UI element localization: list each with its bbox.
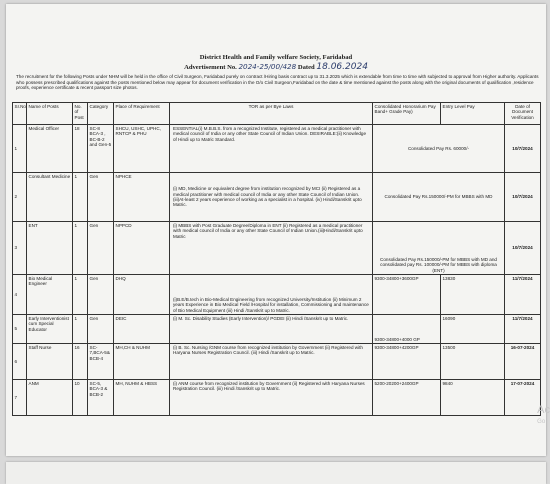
header-place: Place of Requirement: [114, 103, 170, 125]
advertisement-line: [6, 62, 546, 72]
header-entry: Entry Level Pay: [441, 103, 505, 125]
header-tor: TOR as per Bye Laws: [170, 103, 373, 125]
header-no: No. of Post: [73, 103, 88, 125]
cell-sr: 2: [13, 173, 27, 222]
table-row: [13, 275, 541, 315]
cell-place: DEIC: [114, 315, 170, 344]
cell-sr: 7: [13, 380, 27, 416]
watermark-line-2: Go: [537, 419, 546, 425]
cell-place: MH, NUHM & HBSS: [114, 380, 170, 416]
cell-place: SHCU, USHC, UPHC, RNTCP & PHU: [114, 125, 170, 173]
cell-place: DHQ: [114, 275, 170, 315]
cell-date: 17-07-2024: [505, 380, 541, 416]
cell-date: 11/7/2024: [505, 315, 541, 344]
cell-sr: 5: [13, 315, 27, 344]
cell-tor: (i)B.E/B.tech in Bio-Medical Engineering from recognized University/Institution (ii) Minimum 2 years Experience in Bio Medical Field /Hospital for installation, Commissioning and maintenance of Bio Medical Equipment (iii) Hindi /Sanskrit up to Matric.: [170, 275, 373, 315]
cell-no: 1: [73, 173, 88, 222]
cell-date: 10/7/2024: [505, 125, 541, 173]
header-category: Category: [88, 103, 114, 125]
cell-no: 10: [73, 380, 88, 416]
cell-category: Gen: [88, 222, 114, 275]
dated-value: 18.06.2024: [316, 62, 368, 72]
cell-no: 18: [73, 125, 88, 173]
cell-consolidated: 5200-20200+2400GP: [373, 380, 441, 416]
advertisement-number: 2024-25/00/428: [238, 62, 297, 71]
table-row: [13, 315, 541, 344]
advertisement-label: Advertisement No.: [184, 64, 237, 71]
header-date: Date of Document Verification: [505, 103, 541, 125]
cell-place: NPPCD: [114, 222, 170, 275]
cell-name: ENT: [27, 222, 73, 275]
cell-place: NPHCE: [114, 173, 170, 222]
cell-tor: (i) MD, Medicine or equivalent degree from institution recognized by MCI (ii) Registered as a medical practitioner with medical council of India or any other State Council of Indian Union.(iii)At-least 2 years experience of working as a specialist in a hospital. (iv) Hindi/Sanskrit upto Matric.: [170, 173, 373, 222]
cell-entry: 13500: [441, 344, 505, 380]
cell-no: 16: [73, 344, 88, 380]
cell-sr: 4: [13, 275, 27, 315]
table-row: [13, 125, 541, 173]
table-row: [13, 344, 541, 380]
cell-entry: 9840: [441, 380, 505, 416]
cell-entry: 16090: [441, 315, 505, 344]
cell-category: Gen: [88, 173, 114, 222]
cell-category: Gen: [88, 275, 114, 315]
cell-category: Gen: [88, 315, 114, 344]
cell-no: 1: [73, 275, 88, 315]
table-row: [13, 173, 541, 222]
header-name: Name of Posts: [27, 103, 73, 125]
cell-consolidated: 9300-34800+4000 GP: [373, 315, 441, 344]
document-page: [6, 4, 546, 456]
cell-name: Staff Nurse: [27, 344, 73, 380]
cell-no: 1: [73, 315, 88, 344]
header-sr: Sr.No: [13, 103, 27, 125]
cell-consolidated: Consolidated Pay Rs. 60000/-: [373, 125, 505, 173]
posts-table: [12, 102, 541, 416]
table-header-row: [13, 103, 541, 125]
watermark-line-1: Ac: [537, 404, 550, 416]
cell-tor: (i) ANM course from recognized institution by Government (ii) Registered with Haryana Nurses Registration Council. (iii) Hindi /Sanskrit up to Matric.: [170, 380, 373, 416]
cell-name: ANM: [27, 380, 73, 416]
society-title: District Health and Family welfare Society, Faridabad: [199, 54, 353, 61]
cell-consolidated: 9300-34800+3600GP: [373, 275, 441, 315]
cell-consolidated: Consolidated Pay Rs.150000/-PM for MBBS with MD: [373, 173, 505, 222]
table-row: [13, 380, 541, 416]
dated-label: Dated: [297, 64, 315, 71]
cell-tor: (i) MBBS with Post Graduate Degree/Diploma in ENT (ii) Registered as a medical practitioner with medical council of India or any other State Council of Indian Union.(iii)Hindi/Sanskrit upto Matric: [170, 222, 373, 275]
cell-date: 10/7/2024: [505, 222, 541, 275]
cell-name: Bio Medical Engineer: [27, 275, 73, 315]
cell-consolidated: 9300-34800+4200GP: [373, 344, 441, 380]
cell-date: 10/7/2024: [505, 173, 541, 222]
cell-name: Consultant Medicine: [27, 173, 73, 222]
cell-date: 16-07-2024: [505, 344, 541, 380]
intro-paragraph: The recruitment for the following Posts under NHM will be held in the office of Civil Surgeon, Faridabad purely on contract /Hiring basis contract up to 31.3.2025 which is extendable from time to time with subjected to approval from Higher authority. Applicants who possess prescribed qualifications against the posts mentioned below may appear for document verification in the O/o Civil Surgeon,Faridabad on the date & time mentioned against the posts along with the original documents of qualification ,residence proofs, experience certificate & recent passport size photos.: [16, 74, 539, 91]
cell-tor: (i) B. Sc. Nursing /GNM course from recognized institution by Government (ii) Registered with Haryana Nurses Registration Council. (iii) Hindi /Sanskrit up to Matric.: [170, 344, 373, 380]
next-page-strip: [6, 462, 546, 484]
cell-no: 1: [73, 222, 88, 275]
cell-date: 11/7/2024: [505, 275, 541, 315]
table-row: [13, 222, 541, 275]
cell-tor: (i) M. Sc. Disability Studies (Early Intervention)/ PGDEI (ii) Hindi /Sanskrit up to Matric.: [170, 315, 373, 344]
cell-category: SC-5, BCA-3 & BCB-2: [88, 380, 114, 416]
cell-category: SC-7,BCA-5& BCB-4: [88, 344, 114, 380]
cell-name: Medical Officer: [27, 125, 73, 173]
cell-tor: ESSENTIAL(i) M.B.B.S. from a recognized Institute, registered as a medical practitioner with medical council of India or any other State Council of Indian Union. DESIRABLE:(ii) Knowledge of Hindi up to Matric Standard.: [170, 125, 373, 173]
header-consolidated: Consolidated Honorarium Pay Band+ Grade Pay): [373, 103, 441, 125]
activation-watermark: [537, 404, 550, 428]
cell-category: SC-8 BCA-3 , BC-B-2 and Gen-5: [88, 125, 114, 173]
cell-place: MH,CH & NUHM: [114, 344, 170, 380]
cell-entry: 13830: [441, 275, 505, 315]
cell-sr: 6: [13, 344, 27, 380]
cell-consolidated: Consolidated Pay Rs.150000/-PM for MBBS with MD and consolidated pay Rs. 100000/-PM for MBBS with diploma (ENT): [373, 222, 505, 275]
cell-sr: 1: [13, 125, 27, 173]
cell-sr: 3: [13, 222, 27, 275]
cell-name: Early Interventionist cum Special Educator: [27, 315, 73, 344]
